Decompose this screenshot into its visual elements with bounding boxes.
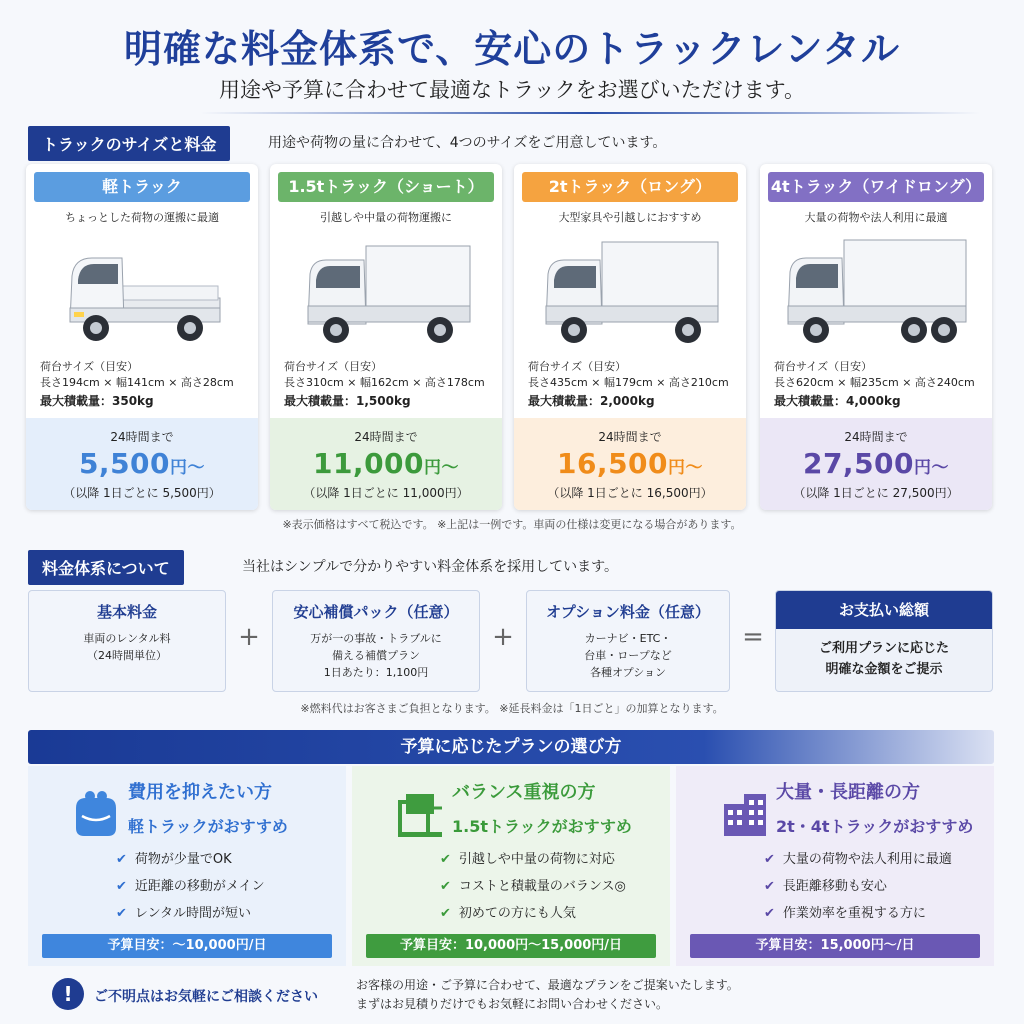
- price-extension: （以降 1日ごとに 16,500円）: [547, 486, 713, 500]
- plan-card-budget[interactable]: [28, 766, 346, 966]
- price-period: 24時間まで: [110, 430, 174, 444]
- price-extension: （以降 1日ごとに 11,000円）: [303, 486, 469, 500]
- insurance-title: 安心補償パック（任意）: [293, 603, 459, 621]
- check-icon: ✔: [116, 906, 127, 921]
- truck-max-load: 最大積載量：1,500kg: [284, 394, 411, 408]
- truck-max-load: 最大積載量：2,000kg: [528, 394, 655, 408]
- formula-insurance: [272, 590, 480, 692]
- check-icon: ✔: [440, 906, 451, 921]
- check-icon: ✔: [116, 879, 127, 894]
- list-item: ✔ 荷物が少量でOK: [116, 852, 232, 867]
- total-body: ご利用プランに応じた 明確な金額をご提示: [818, 641, 949, 677]
- price-extension: （以降 1日ごとに 5,500円）: [63, 486, 221, 500]
- truck-card-tagline: ちょっとした荷物の運搬に最適: [65, 211, 219, 224]
- cargo-icon: [390, 784, 450, 844]
- truck-card-tagline: 引越しや中量の荷物運搬に: [320, 211, 452, 224]
- truck-card-4t[interactable]: [760, 164, 992, 510]
- truck-card-title: 4tトラック（ワイドロング）: [768, 172, 984, 202]
- equals-operator: =: [742, 622, 764, 652]
- formula-total: [775, 590, 993, 692]
- section-desc-pricing: 当社はシンプルで分かりやすい料金体系を採用しています。: [242, 559, 618, 575]
- truck-max-load: 最大積載量：4,000kg: [774, 394, 901, 408]
- truck-card-1-5t[interactable]: [270, 164, 502, 510]
- truck-spec-label: 荷台サイズ（目安）: [284, 360, 383, 373]
- plan-recommend: 2t・4tトラックがおすすめ: [776, 817, 974, 836]
- price-value: 11,000円〜: [312, 447, 460, 480]
- list-item: ✔ 初めての方にも人気: [440, 906, 576, 921]
- truck-card-title: 軽トラック: [34, 172, 250, 202]
- list-item: ✔ 作業効率を重視する方に: [764, 906, 926, 921]
- list-item: ✔ 引越しや中量の荷物に対応: [440, 852, 615, 867]
- base-fee-body: 車両のレンタル料 （24時間単位）: [83, 632, 171, 663]
- list-item: ✔ 大量の荷物や法人利用に最適: [764, 852, 952, 867]
- options-title: オプション料金（任意）: [546, 603, 710, 621]
- truck-spec-label: 荷台サイズ（目安）: [774, 360, 873, 373]
- header-divider: [200, 112, 980, 114]
- tax-note: ※表示価格はすべて税込です。 ※上記は一例です。車両の仕様は変更になる場合があります。: [282, 518, 742, 531]
- truck-price-panel: [26, 418, 258, 510]
- price-value: 27,500円〜: [802, 447, 950, 480]
- formula-options: [526, 590, 730, 692]
- truck-card-title: 1.5tトラック（ショート）: [278, 172, 494, 202]
- kei-truck-image: [50, 236, 234, 356]
- price-period: 24時間まで: [354, 430, 418, 444]
- section-desc-sizes: 用途や荷物の量に合わせて、4つのサイズをご用意しています。: [268, 135, 667, 151]
- truck-price-panel: [514, 418, 746, 510]
- plan-features: [440, 848, 626, 929]
- plus-operator: +: [238, 622, 260, 652]
- plan-budget: 予算目安：15,000円〜/日: [690, 934, 980, 958]
- truck-max-load: 最大積載量：350kg: [40, 394, 154, 408]
- plan-title: バランス重視の方: [452, 782, 596, 803]
- truck-card-2t[interactable]: [514, 164, 746, 510]
- section-label-plans: 予算に応じたプランの選び方: [28, 730, 994, 764]
- check-icon: ✔: [764, 852, 775, 867]
- options-body: カーナビ・ETC・ 台車・ロープなど 各種オプション: [584, 632, 672, 680]
- check-icon: ✔: [764, 879, 775, 894]
- formula-base-fee: [28, 590, 226, 692]
- contact-cta[interactable]: ご不明点はお気軽にご相談ください: [94, 989, 318, 1005]
- truck-dimensions: 長さ620cm × 幅235cm × 高さ240cm: [774, 376, 975, 389]
- price-period: 24時間まで: [844, 430, 908, 444]
- check-icon: ✔: [440, 879, 451, 894]
- box-truck-4t-image: [784, 236, 968, 356]
- building-icon: [714, 784, 774, 844]
- box-truck-2t-image: [538, 236, 722, 356]
- truck-price-panel: [760, 418, 992, 510]
- section-label-sizes: トラックのサイズと料金: [28, 126, 230, 161]
- plan-budget: 予算目安：〜10,000円/日: [42, 934, 332, 958]
- list-item: ✔ 近距離の移動がメイン: [116, 879, 265, 894]
- box-truck-1-5t-image: [294, 236, 478, 356]
- price-value: 16,500円〜: [556, 447, 704, 480]
- total-title: お支払い総額: [776, 591, 992, 629]
- check-icon: ✔: [116, 852, 127, 867]
- plan-recommend: 1.5tトラックがおすすめ: [452, 817, 632, 836]
- base-fee-title: 基本料金: [96, 603, 157, 621]
- truck-dimensions: 長さ310cm × 幅162cm × 高さ178cm: [284, 376, 485, 389]
- plan-card-volume[interactable]: [676, 766, 994, 966]
- plan-card-balance[interactable]: [352, 766, 670, 966]
- plus-operator: +: [492, 622, 514, 652]
- check-icon: ✔: [764, 906, 775, 921]
- insurance-body: 万が一の事故・トラブルに 備える補償プラン 1日あたり：1,100円: [310, 632, 442, 680]
- plan-recommend: 軽トラックがおすすめ: [128, 817, 288, 836]
- list-item: ✔ 長距離移動も安心: [764, 879, 887, 894]
- truck-dimensions: 長さ194cm × 幅141cm × 高さ28cm: [40, 376, 234, 389]
- check-icon: ✔: [440, 852, 451, 867]
- truck-spec-label: 荷台サイズ（目安）: [528, 360, 627, 373]
- plan-features: [764, 848, 952, 929]
- truck-spec-label: 荷台サイズ（目安）: [40, 360, 139, 373]
- plan-title: 大量・長距離の方: [776, 782, 920, 803]
- truck-card-kei[interactable]: [26, 164, 258, 510]
- info-icon: !: [52, 978, 84, 1010]
- plan-title: 費用を抑えたい方: [128, 782, 272, 803]
- wallet-icon: [66, 784, 126, 844]
- footer-text: お客様の用途・ご予算に合わせて、最適なプランをご提案いたします。 まずはお見積りだけでもお気軽にお問い合わせください。: [356, 978, 739, 1012]
- truck-card-title: 2tトラック（ロング）: [522, 172, 738, 202]
- fuel-note: ※燃料代はお客さまご負担となります。 ※延長料金は「1日ごと」の加算となります。: [300, 702, 724, 715]
- list-item: ✔ コストと積載量のバランス◎: [440, 879, 626, 894]
- truck-dimensions: 長さ435cm × 幅179cm × 高さ210cm: [528, 376, 729, 389]
- list-item: ✔ レンタル時間が短い: [116, 906, 252, 921]
- page-subtitle: 用途や予算に合わせて最適なトラックをお選びいただけます。: [219, 78, 805, 102]
- price-value: 5,500円〜: [78, 447, 206, 480]
- price-extension: （以降 1日ごとに 27,500円）: [793, 486, 959, 500]
- page-title: 明確な料金体系で、安心のトラックレンタル: [123, 27, 900, 71]
- price-period: 24時間まで: [598, 430, 662, 444]
- truck-price-panel: [270, 418, 502, 510]
- truck-card-tagline: 大量の荷物や法人利用に最適: [804, 211, 948, 224]
- section-label-pricing: 料金体系について: [28, 550, 184, 585]
- plan-features: [116, 848, 265, 929]
- plan-budget: 予算目安：10,000円〜15,000円/日: [366, 934, 656, 958]
- truck-card-tagline: 大型家具や引越しにおすすめ: [558, 211, 702, 224]
